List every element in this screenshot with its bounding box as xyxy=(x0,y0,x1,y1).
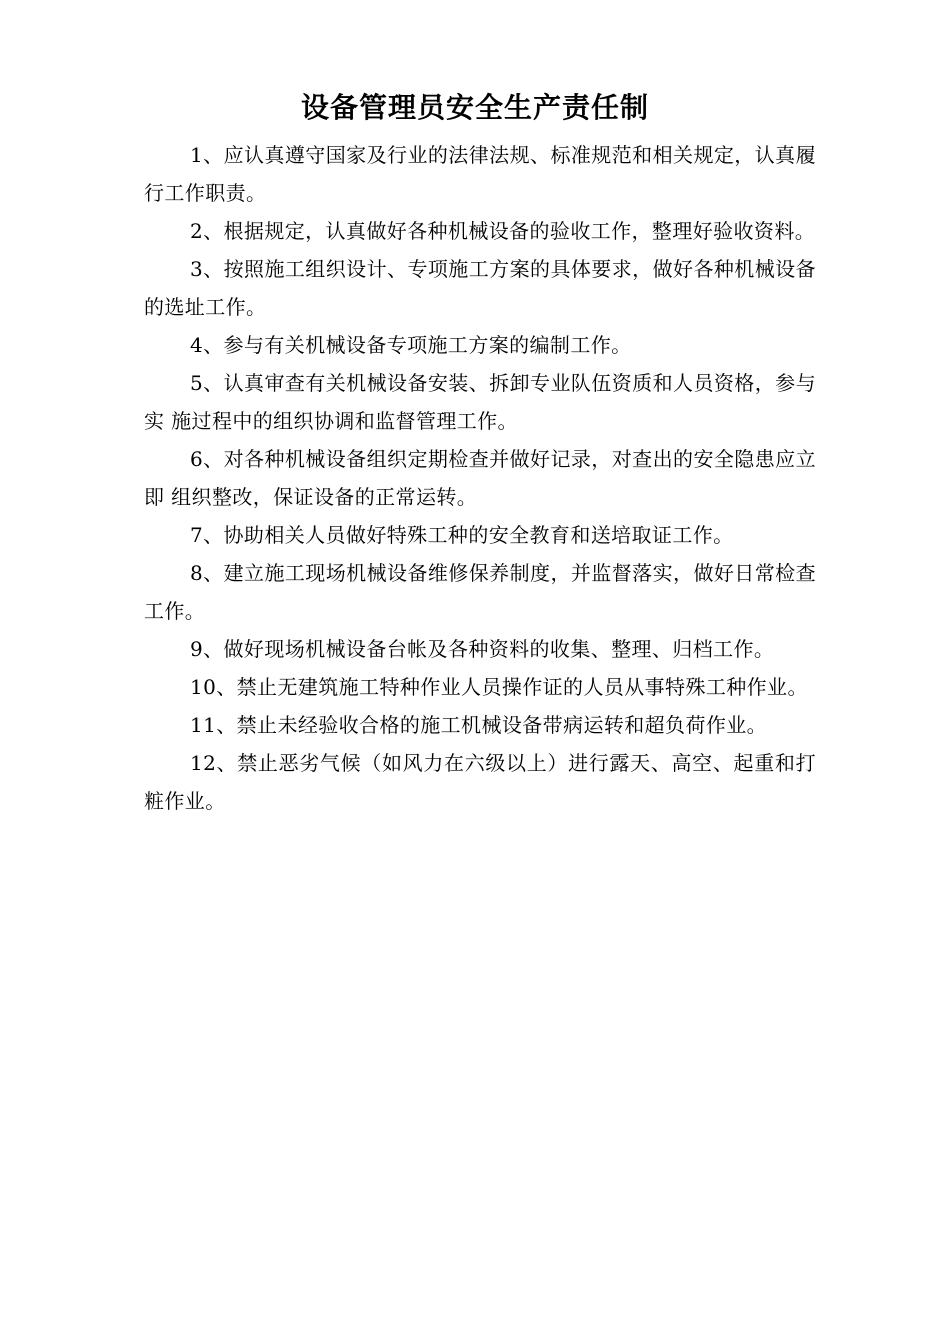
paragraph-6: 6、对各种机械设备组织定期检查并做好记录，对查出的安全隐患应立即 组织整改，保证设备的正常运转。 xyxy=(144,447,816,509)
paragraph-7: 7、协助相关人员做好特殊工种的安全教育和送培取证工作。 xyxy=(190,523,734,547)
paragraph-9: 9、做好现场机械设备台帐及各种资料的收集、整理、归档工作。 xyxy=(190,637,775,661)
paragraph-8: 8、建立施工现场机械设备维修保养制度，并监督落实，做好日常检查工作。 xyxy=(144,561,816,623)
paragraph-3: 3、按照施工组织设计、专项施工方案的具体要求，做好各种机械设备的选址工作。 xyxy=(144,257,816,319)
paragraph-11: 11、禁止未经验收合格的施工机械设备带病运转和超负荷作业。 xyxy=(190,713,768,737)
paragraph-10: 10、禁止无建筑施工特种作业人员操作证的人员从事特殊工种作业。 xyxy=(190,675,808,699)
paragraph-4: 4、参与有关机械设备专项施工方案的编制工作。 xyxy=(190,333,632,357)
document-body xyxy=(144,136,816,820)
paragraph-1: 1、应认真遵守国家及行业的法律法规、标准规范和相关规定，认真履行工作职责。 xyxy=(144,143,816,205)
document-title: 设备管理员安全生产责任制 xyxy=(300,91,649,124)
paragraph-5: 5、认真审查有关机械设备安装、拆卸专业队伍资质和人员资格，参与实 施过程中的组织协调和监督管理工作。 xyxy=(144,371,816,433)
paragraph-12: 12、禁止恶劣气候（如风力在六级以上）进行露天、高空、起重和打粧作业。 xyxy=(144,751,816,813)
paragraph-2: 2、根据规定，认真做好各种机械设备的验收工作，整理好验收资料。 xyxy=(190,219,816,243)
